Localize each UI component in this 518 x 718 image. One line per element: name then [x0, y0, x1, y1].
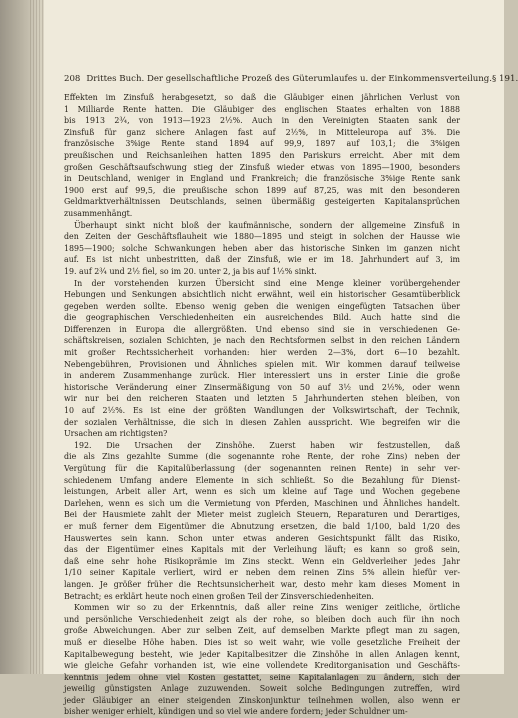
text-line: Hebungen und Senkungen absichtlich nicht erwähnt, weil ein historischer Gesamtüberblick [64, 290, 460, 300]
body-text [64, 92, 460, 718]
text-line: die geographischen Verschiedenheiten ein ausreichendes Bild. Auch hatte sind die [64, 313, 460, 323]
text-line: bis 1913 2¾, von 1913—1923 2½%. Auch in den Vereinigten Staaten sank der [64, 116, 460, 126]
text-line: Nebengebühren, Provisionen und Ähnliches spielen mit. Wir kommen darauf teilweise [64, 359, 460, 369]
text-line: Kapitalbewegung besteht, wie jeder Kapitalbesitzer die Zinshöhe in allen Anlagen kennt, [64, 649, 460, 659]
text-line: mit großer Rechtssicherheit vorhanden: hier werden 2—3%, dort 6—10 bezahlt. [64, 348, 460, 358]
text-line: zusammenhängt. [64, 208, 133, 218]
text-line: 192. Die Ursachen der Zinshöhe. Zuerst haben wir festzustellen, daß [74, 440, 460, 450]
text-line: leistungen, Arbeit aller Art, wenn es sich um kleine auf Tage und Wochen gegebene [64, 487, 460, 497]
text-line: in anderem Zusammenhange zurück. Hier interessiert uns in erster Linie die große [64, 371, 460, 381]
running-header [64, 74, 518, 84]
text-line: Betracht; es erklärt heute noch einen großen Teil der Zinsverschiedenheiten. [64, 591, 374, 601]
text-line: Ursachen am richtigsten? [64, 429, 168, 439]
text-line: 1/10 seiner Kapitale verliert, wird er neben dem reinen Zins 5% allein hiefür ver- [64, 568, 460, 578]
text-line: jeder Gläubiger an einer steigenden Zinskonjunktur teilnehmen wollen, also wenn er [64, 695, 460, 705]
text-line: Überhaupt sinkt nicht bloß der kaufmännische, sondern der allgemeine Zinsfuß in [74, 220, 460, 230]
text-line: gegeben werden sollte. Ebenso wenig geben die wenigen eingefügten Tatsachen über [64, 301, 460, 311]
text-line: daß eine sehr hohe Risikoprämie im Zins steckt. Wenn ein Geldverleiher jedes Jahr [64, 556, 460, 566]
text-line: jeweilig günstigsten Anlage zuzuwenden. Soweit solche Bedingungen zutreffen, wird [64, 684, 460, 694]
text-line: Differenzen in Europa die allergrößten. Und ebenso sind sie in verschiedenen Ge- [64, 324, 460, 334]
text-line: das der Eigentümer eines Kapitals mit der Verleihung läuft; es kann so groß sein, [64, 545, 460, 555]
text-line: und persönliche Verschiedenheit zeigt als der rohe, so bleiben doch auch für ihn noch [64, 614, 460, 624]
text-line: Zinsfuß für ganz sichere Anlagen fast auf 2½%, in Mitteleuropa auf 3%. Die [64, 127, 460, 137]
text-line: er muß ferner dem Eigentümer die Abnutzung ersetzen, die bald 1/100, bald 1/20 des [64, 521, 460, 531]
text-line: wie gleiche Gefahr vorhanden ist, wie eine vollendete Kreditorganisation und Geschäfts- [64, 661, 460, 671]
text-line: der sozialen Verhältnisse, die sich in diesen Zahlen ausspricht. Wie begreifen wir die [64, 417, 460, 427]
text-line: 1 Milliarde Rente hatten. Die Gläubiger des englischen Staates erhalten von 1888 [64, 104, 460, 114]
text-line: großen Geschäftsaufschwung stieg der Zinsfuß wieder etwas von 1895—1900, besonders [64, 162, 460, 172]
text-line: 19. auf 2¾ und 2½ fiel, so im 20. unter 2, ja bis auf 1½% sinkt. [64, 266, 317, 276]
text-line: große Abweichungen. Aber zur selben Zeit, auf demselben Markte pflegt man zu sagen, [64, 626, 460, 636]
text-line: die als Zins gezahlte Summe (die sogenannte rohe Rente, der rohe Zins) neben der [64, 452, 460, 462]
text-line: In der vorstehenden kurzen Übersicht sind eine Menge kleiner vorübergehender [74, 278, 460, 288]
text-line: Vergütung für die Kapitalüberlassung (der sogenannten reinen Rente) in sehr ver- [64, 464, 460, 473]
text-line: historische Veränderung einer Zinsermäßigung von 50 auf 3½ und 2½%, oder wenn [64, 382, 460, 392]
text-line: wir nur bei den reicheren Staaten und letzten 5 Jahrhunderten stehen bleiben, von [64, 394, 460, 404]
text-line: 1895—1900; solche Schwankungen heben aber das historische Sinken im ganzen nicht [64, 243, 460, 253]
text-line: langen. Je größer früher die Rechtsunsicherheit war, desto mehr kam dieses Moment in [64, 579, 460, 589]
text-line: Kommen wir so zu der Erkenntnis, daß aller reine Zins weniger zeitliche, örtliche [74, 603, 460, 613]
text-line: bisher weniger erhielt, kündigen und so viel wie andere fordern; jeder Schuldner um- [64, 707, 408, 717]
text-line: Effekten im Zinsfuß herabgesetzt, so daß die Gläubiger einen jährlichen Verlust von [64, 93, 460, 102]
text-line: auf. Es ist nicht unbestritten, daß der Zinsfuß, wie er im 18. Jahrhundert auf 3, im [64, 255, 460, 265]
text-line: muß er dieselbe Höhe haben. Dies ist so weit wahr, wie volle gesetzliche Freiheit der [64, 637, 460, 647]
text-line: schäftskreisen, sozialen Schichten, je nach den Rechtsformen selbst in den reichen Ländern [64, 336, 460, 346]
text-line: 1900 erst auf 99,5, die preußische schon 1899 auf 87,25, was mit den besonderen [64, 185, 460, 195]
header-left [64, 74, 492, 84]
section-number: § 191. [492, 74, 518, 84]
text-line: französische 3%ige Rente stand 1894 auf 99,9, 1897 auf 103,1; die 3%igen [64, 139, 460, 149]
text-line: Darlehen, wenn es sich um die Vermietung von Pferden, Maschinen und Ähnliches handelt. [64, 498, 460, 508]
text-line: Bei der Hausmiete zahlt der Mieter meist zugleich Steuern, Reparaturen und Derartiges, [64, 510, 460, 520]
running-title: Drittes Buch. Der gesellschaftliche Prozeß des Güterumlaufes u. der Einkommensverteilung. [86, 74, 493, 84]
text-line: den Zeiten der Geschäftsflauheit wie 1880—1895 und steigt in solchen der Hausse wie [64, 232, 460, 242]
text-line: Hauswertes sein kann. Schon unter etwas anderen Gesichtspunkt fällt das Risiko, [64, 533, 460, 543]
text-line: schiedenem Umfang andere Elemente in sich schließt. So die Bezahlung für Dienst- [64, 475, 460, 485]
text-line: Geldmarktverhältnissen Deutschlands, seinen übermäßig gesteigerten Kapitalansprüchen [64, 197, 460, 207]
page-number: 208 [64, 74, 81, 84]
text-line: preußischen und Reichsanleihen hatten 1895 den Pariskurs erreicht. Aber mit dem [64, 150, 460, 160]
text-line: 10 auf 2½%. Es ist eine der größten Wandlungen der Volkswirtschaft, der Technik, [64, 406, 460, 416]
text-line: in Deutschland, weniger in England und Frankreich; die französische 3%ige Rente sank [64, 174, 460, 184]
text-line: kenntnis jedem ohne viel Kosten gestattet, seine Kapitalanlagen zu ändern, sich der [64, 672, 460, 682]
